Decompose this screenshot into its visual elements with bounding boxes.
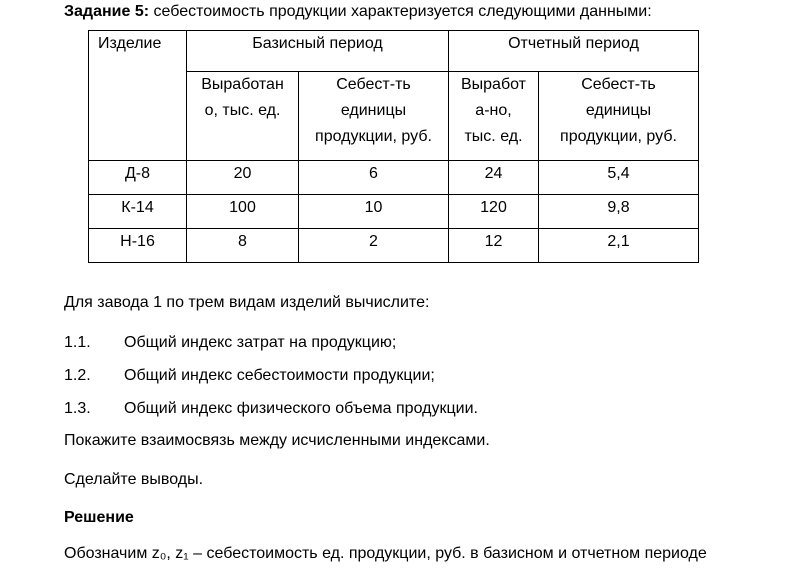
- cell-base-cost: 6: [299, 161, 449, 195]
- list-item-number: 1.2.: [64, 367, 91, 384]
- cost-data-table: [88, 30, 699, 263]
- header-product: Изделие: [89, 31, 187, 161]
- cell-base-output: 8: [187, 229, 299, 263]
- cell-report-cost: 2,1: [539, 229, 699, 263]
- list-item-text: Общий индекс затрат на продукцию;: [124, 334, 397, 351]
- solution-text: Обозначим z₀, z₁ – себестоимость ед. продукции, руб. в базисном и отчетном периоде: [64, 545, 707, 562]
- table-header-row: [89, 31, 699, 72]
- cell-report-cost: 9,8: [539, 195, 699, 229]
- list-item-number: 1.1.: [64, 334, 91, 351]
- table-row: [89, 161, 699, 195]
- cell-base-cost: 10: [299, 195, 449, 229]
- instruction-text: Для завода 1 по трем видам изделий вычислите:: [64, 294, 430, 311]
- header-base-period: Базисный период: [187, 31, 449, 72]
- cell-base-output: 20: [187, 161, 299, 195]
- cell-report-output: 24: [449, 161, 539, 195]
- list-item-text: Общий индекс себестоимости продукции;: [124, 367, 435, 384]
- subheader-base-output: Выработан о, тыс. ед.: [187, 72, 299, 161]
- cell-report-output: 120: [449, 195, 539, 229]
- subheader-report-output: Выработ а-но, тыс. ед.: [449, 72, 539, 161]
- list-item-text: Общий индекс физического объема продукции.: [124, 400, 478, 417]
- table-row: [89, 195, 699, 229]
- task-statement: [64, 2, 652, 22]
- cell-base-cost: 2: [299, 229, 449, 263]
- list-item: [64, 333, 396, 353]
- header-report-period: Отчетный период: [449, 31, 699, 72]
- cell-report-cost: 5,4: [539, 161, 699, 195]
- list-item-number: 1.3.: [64, 400, 91, 417]
- conclusions-instruction: Сделайте выводы.: [64, 471, 204, 488]
- solution-heading: Решение: [64, 509, 134, 526]
- cell-product: Н-16: [89, 229, 187, 263]
- cell-base-output: 100: [187, 195, 299, 229]
- task-text: себестоимость продукции характеризуется следующими данными:: [149, 3, 652, 20]
- table-row: [89, 229, 699, 263]
- task-label: Задание 5:: [64, 3, 150, 20]
- list-item: [64, 399, 478, 419]
- cell-product: Д-8: [89, 161, 187, 195]
- relation-instruction: Покажите взаимосвязь между исчисленными индексами.: [64, 432, 490, 449]
- list-item: [64, 366, 435, 386]
- subheader-base-cost: Себест-ть единицы продукции, руб.: [299, 72, 449, 161]
- cell-report-output: 12: [449, 229, 539, 263]
- cell-product: К-14: [89, 195, 187, 229]
- subheader-report-cost: Себест-ть единицы продукции, руб.: [539, 72, 699, 161]
